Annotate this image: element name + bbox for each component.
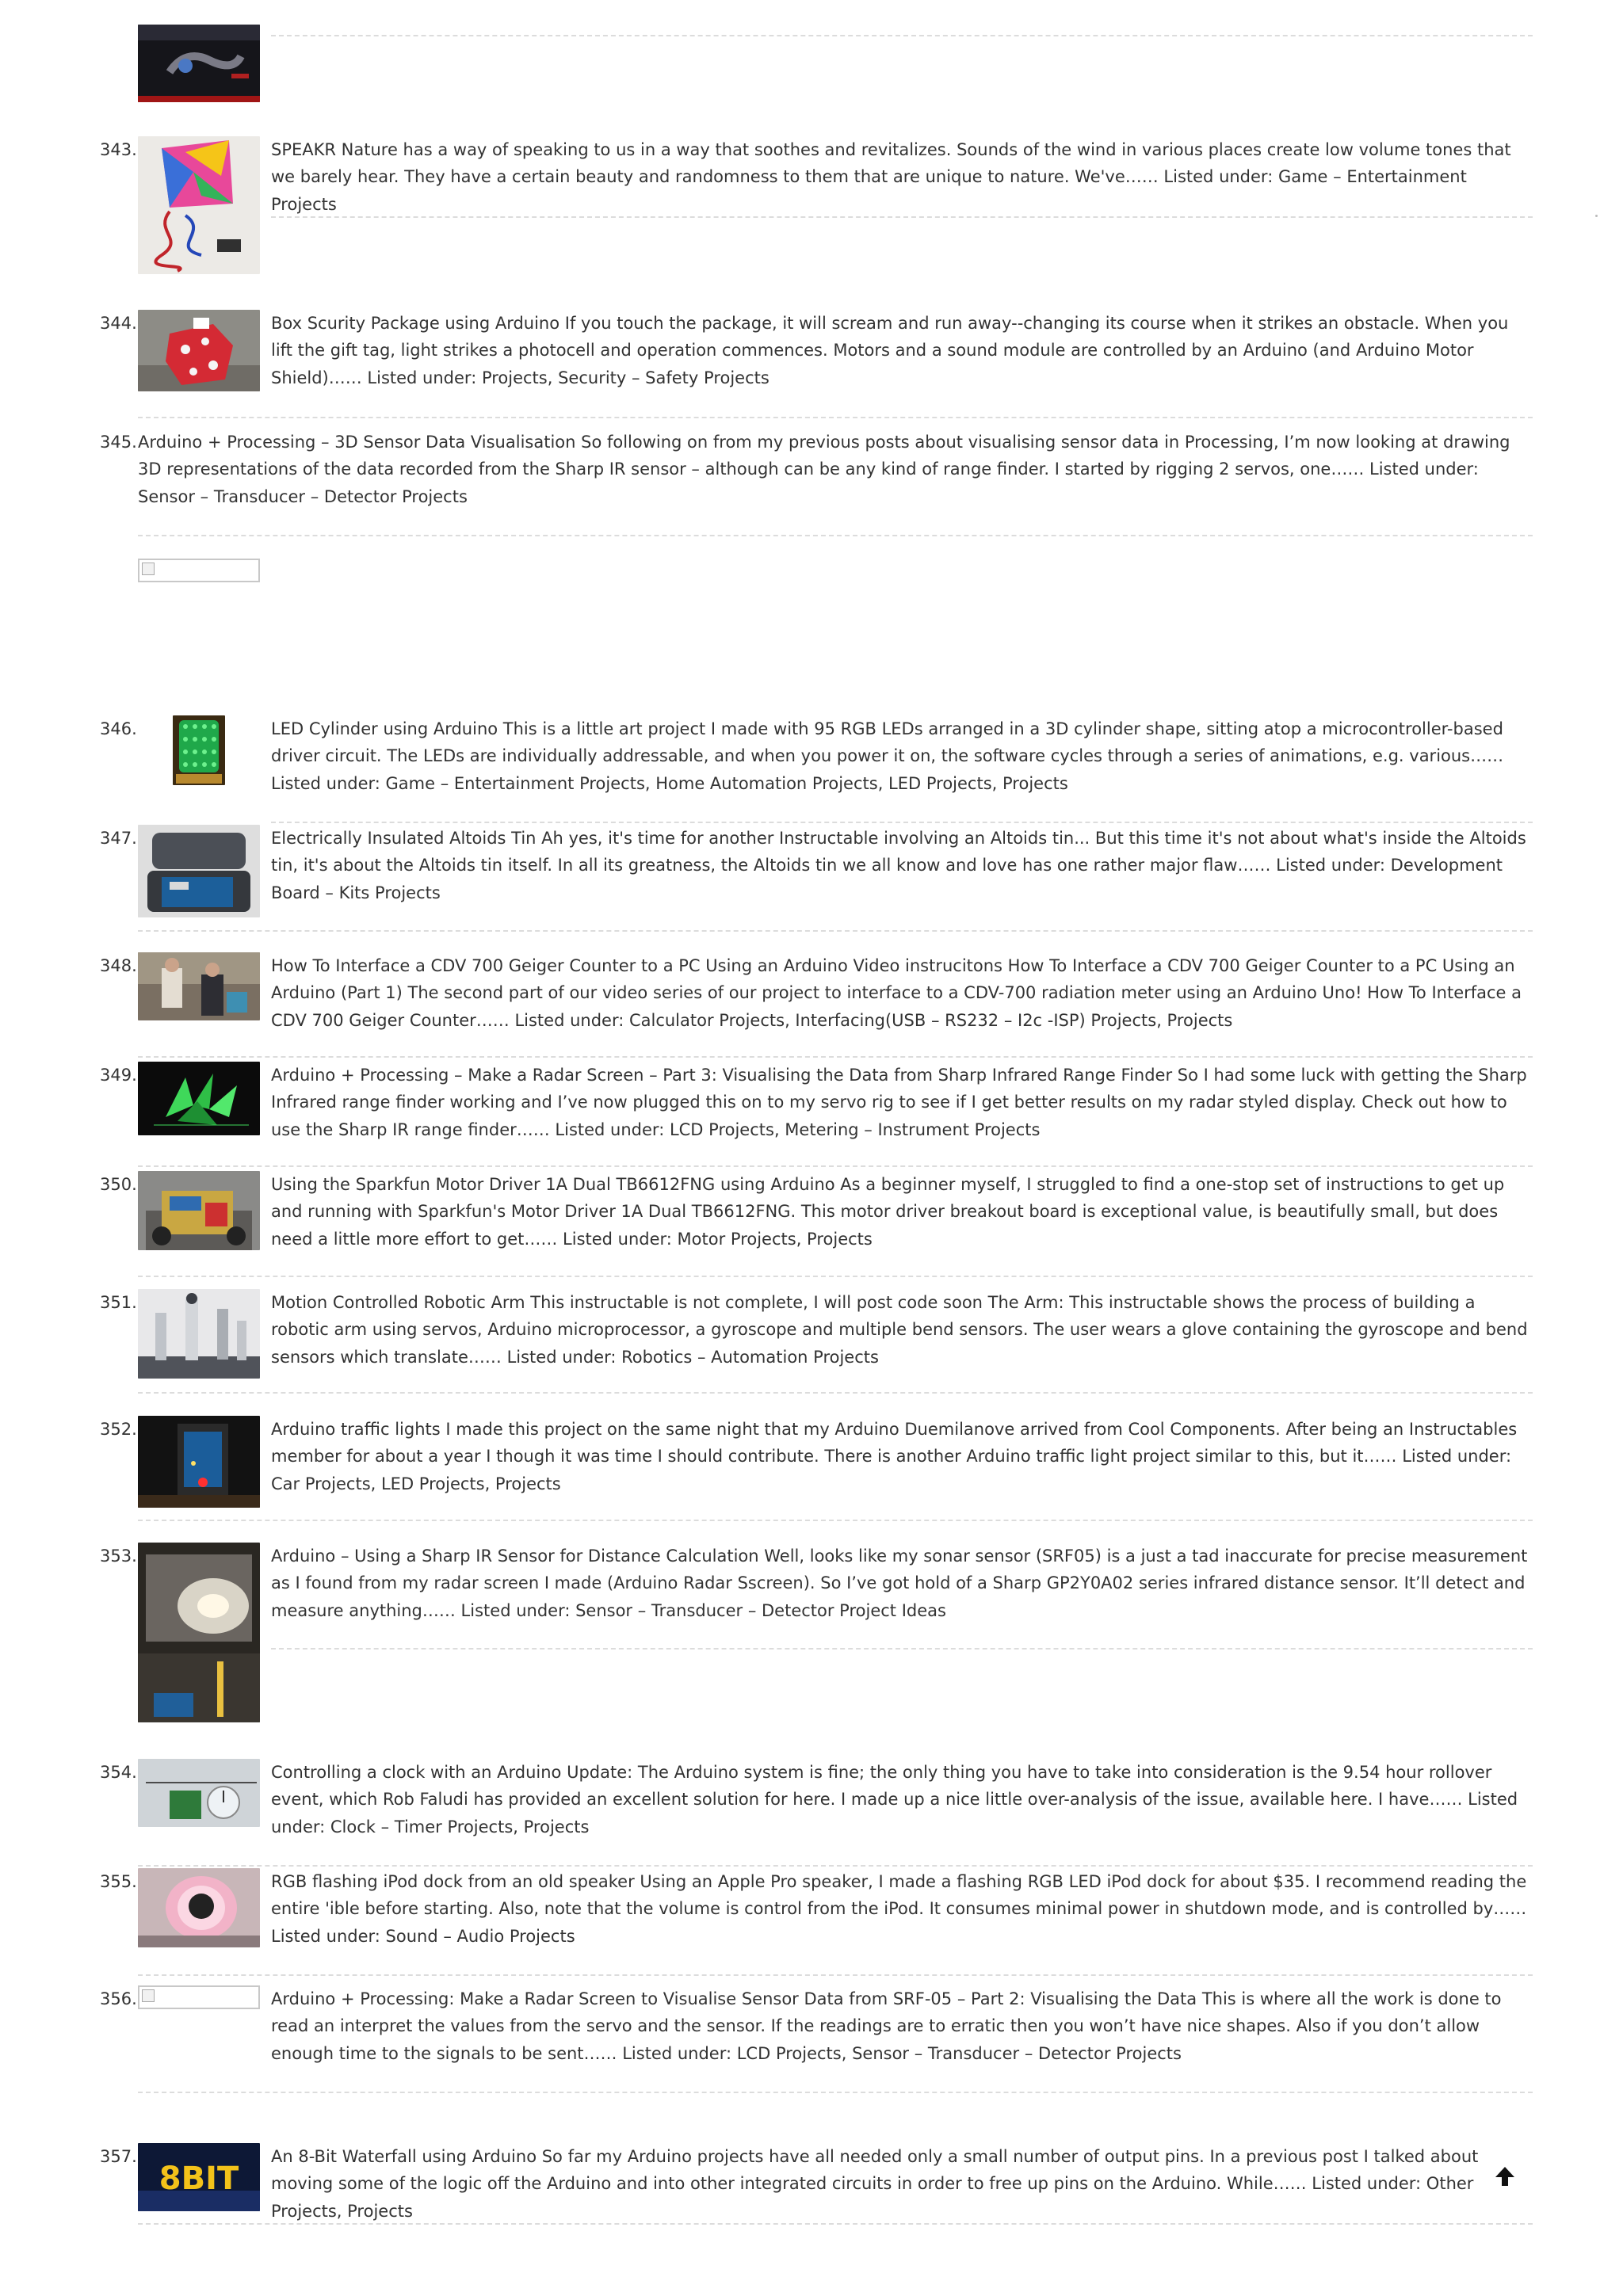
item-number: 353. [100, 1547, 137, 1566]
item-link[interactable]: LED Cylinder using Arduino This is a little art project I made with 95 RGB LEDs arranged in a 3D cylinder shape, sitting atop a microcontroller-based driver circuit. The LEDs are individually addressable, and when you power it on, the software cycles through a series of animations, e.g. various…… Listed under: Game – Entertainment Projects, Home Automation Projects, LED Projects, Projects [271, 719, 1504, 793]
item-text[interactable] [271, 136, 1531, 218]
item-thumbnail[interactable] [138, 1416, 260, 1508]
separator [138, 2092, 1533, 2093]
separator [271, 216, 1533, 218]
thumb-8bit-label: 8BIT [158, 2161, 239, 2197]
separator [138, 1974, 1533, 1976]
item-link[interactable]: Box Scurity Package using Arduino If you touch the package, it will scream and run away--changing its course when it strikes an obstacle. When you lift the gift tag, light strikes a photocell and operation commences. Motors and a sound module are controlled by an Arduino (and Arduino Motor Shield)…… Listed under: Projects, Security – Safety Projects [271, 314, 1509, 387]
item-number: 355. [100, 1872, 137, 1891]
item-text[interactable] [271, 1985, 1531, 2067]
item-text[interactable] [271, 715, 1531, 797]
item-text[interactable] [271, 1416, 1531, 1497]
item-number: 347. [100, 829, 137, 848]
item-number: 351. [100, 1293, 137, 1312]
item-link[interactable]: An 8-Bit Waterfall using Arduino So far my Arduino projects have all needed only a small number of output pins. In a previous post I talked about moving some of the logic off the Arduino and into other integrated circuits in order to free up pins on the Arduino. While…… Listed under: Other Projects, Projects [271, 2147, 1479, 2221]
item-number: 356. [100, 1989, 137, 2008]
separator [138, 1865, 1533, 1867]
back-to-top-button[interactable] [1493, 2164, 1517, 2188]
separator [271, 1648, 1533, 1650]
item-text[interactable] [271, 1868, 1531, 1950]
item-text[interactable] [271, 310, 1531, 391]
item-number: 349. [100, 1066, 137, 1085]
item-number: 348. [100, 956, 137, 975]
item-thumbnail[interactable] [138, 1289, 260, 1379]
broken-image-placeholder[interactable] [138, 1985, 260, 2009]
item-number: 346. [100, 719, 137, 738]
item-link[interactable]: Arduino + Processing: Make a Radar Screen to Visualise Sensor Data from SRF-05 – Part 2: Visualising the Data This is where all the work is done to read an interpret the values from the servo and the sensor. If the readings are to erratic then you won’t have nice shapes. Also if you don’t allow enough time to the signals to be sent…… Listed under: LCD Projects, Sensor – Transducer – Detector Projects [271, 1989, 1502, 2063]
separator [271, 35, 1533, 36]
item-thumbnail[interactable] [138, 825, 260, 917]
item-link[interactable]: Arduino – Using a Sharp IR Sensor for Distance Calculation Well, looks like my sonar sensor (SRF05) is a just a tad inaccurate for precise measurement as I found from my radar screen I made (Arduino Radar Sscreen). So I’ve got hold of a Sharp GP2Y0A02 series infrared distance sensor. It’ll detect and measure anything…… Listed under: Sensor – Transducer – Detector Project Ideas [271, 1547, 1528, 1620]
separator [138, 1276, 1533, 1277]
separator [138, 1392, 1533, 1394]
item-text[interactable] [271, 1759, 1531, 1840]
item-thumbnail[interactable] [173, 715, 225, 785]
item-thumbnail[interactable] [138, 136, 260, 274]
separator [138, 1165, 1533, 1167]
item-link[interactable]: Arduino traffic lights I made this project on the same night that my Arduino Duemilanove arrived from Cool Components. After being an Instructables member for about a year I though it was time I should contribute. There is another Arduino traffic light project similar to this, but it…… Listed under: Car Projects, LED Projects, Projects [271, 1420, 1518, 1493]
item-number: 354. [100, 1763, 137, 1782]
item-link[interactable]: RGB flashing iPod dock from an old speaker Using an Apple Pro speaker, I made a flashing RGB LED iPod dock for about $35. I recommend reading the entire 'ible before starting. Also, note that the volume is control from the iPod. It consumes minimal power in shutdown mode, and is controlled by…… Listed under: Sound – Audio Projects [271, 1872, 1527, 1946]
separator [271, 822, 1533, 823]
item-thumbnail[interactable] [138, 2143, 260, 2211]
item-link[interactable]: SPEAKR Nature has a way of speaking to us in a way that soothes and revitalizes. Sounds of the wind in various places create low volume tones that we barely hear. They have a certain beauty and randomness to them that are unique to nature. We've…… Listed under: Game – Entertainment Projects [271, 140, 1511, 214]
item-link[interactable]: Controlling a clock with an Arduino Update: The Arduino system is fine; the only thing you have to take into consideration is the 9.54 hour rollover event, which Rob Faludi has provided an excellent solution for here. I made up a nice little over-analysis of the issue, available here. I have…… Listed under: Clock – Timer Projects, Projects [271, 1763, 1518, 1836]
item-thumbnail[interactable] [138, 952, 260, 1020]
item-thumbnail[interactable] [138, 25, 260, 102]
separator [138, 2223, 1533, 2225]
arrow-up-icon [1493, 2164, 1517, 2188]
item-number: 352. [100, 1420, 137, 1439]
item-link[interactable]: How To Interface a CDV 700 Geiger Counter to a PC Using an Arduino Video instrucitons How To Interface a CDV 700 Geiger Counter to a PC Using an Arduino (Part 1) The second part of our video series of our project to interface to a CDV-700 radiation meter using an Arduino Uno! How To Interface a CDV 700 Geiger Counter…… Listed under: Calculator Projects, Interfacing(USB – RS232 – I2c -ISP) Projects, Projects [271, 956, 1522, 1030]
separator [138, 930, 1533, 932]
item-text[interactable] [271, 1062, 1531, 1143]
separator [138, 1056, 1533, 1058]
item-text[interactable] [271, 1543, 1531, 1624]
item-link[interactable]: Electrically Insulated Altoids Tin Ah yes, it's time for another Instructable involving an Altoids tin... But this time it's not about what's inside the Altoids tin, it's about the Altoids tin itself. In all its greatness, the Altoids tin we all know and love has one rather major flaw…… Listed under: Development Board – Kits Projects [271, 829, 1526, 902]
item-thumbnail[interactable] [138, 1759, 260, 1827]
item-text[interactable] [271, 1171, 1531, 1253]
item-number: 350. [100, 1175, 137, 1194]
item-link[interactable]: Using the Sparkfun Motor Driver 1A Dual TB6612FNG using Arduino As a beginner myself, I struggled to find a one-stop set of instructions to get up and running with Sparkfun's Motor Driver 1A Dual TB6612FNG. This motor driver breakout board is exceptional value, is beautifully small, but does need a little more effort to get…… Listed under: Motor Projects, Projects [271, 1175, 1505, 1249]
item-thumbnail[interactable] [138, 1543, 260, 1722]
item-thumbnail[interactable] [138, 1062, 260, 1135]
item-thumbnail[interactable] [138, 1868, 260, 1947]
decoration-dot [1595, 215, 1598, 217]
item-text[interactable] [271, 2143, 1531, 2225]
item-link[interactable]: Arduino + Processing – Make a Radar Screen – Part 3: Visualising the Data from Sharp Infrared Range Finder So I had some luck with getting the Sharp Infrared range finder working and I’ve now plugged this on to my servo rig to see if I get better results on my radar styled display. Check out how to use the Sharp IR range finder…… Listed under: LCD Projects, Metering – Instrument Projects [271, 1066, 1527, 1139]
item-number: 343. [100, 140, 137, 159]
item-number: 357. [100, 2147, 137, 2166]
separator [138, 1520, 1533, 1521]
separator [138, 535, 1533, 536]
item-number: 345. [100, 433, 137, 452]
item-link[interactable]: Arduino + Processing – 3D Sensor Data Visualisation So following on from my previous posts about visualising sensor data in Processing, I’m now looking at drawing 3D representations of the data recorded from the Sharp IR sensor – although can be any kind of range finder. I started by rigging 2 servos, one…… Listed under: Sensor – Transducer – Detector Projects [138, 433, 1510, 506]
item-thumbnail[interactable] [138, 1171, 260, 1250]
broken-image-placeholder [138, 559, 260, 582]
item-link[interactable]: Motion Controlled Robotic Arm This instructable is not complete, I will post code soon The Arm: This instructable shows the process of building a robotic arm using servos, Arduino microprocessor, a gyroscope and multiple bend sensors. The user wears a glove containing the gyroscope and bend sensors which translate…… Listed under: Robotics – Automation Projects [271, 1293, 1528, 1367]
item-text[interactable] [271, 952, 1531, 1034]
item-text[interactable] [138, 429, 1533, 510]
item-thumbnail[interactable] [138, 310, 260, 391]
item-number: 344. [100, 314, 137, 333]
separator [138, 417, 1533, 418]
item-text[interactable] [271, 825, 1531, 906]
item-text[interactable] [271, 1289, 1531, 1371]
